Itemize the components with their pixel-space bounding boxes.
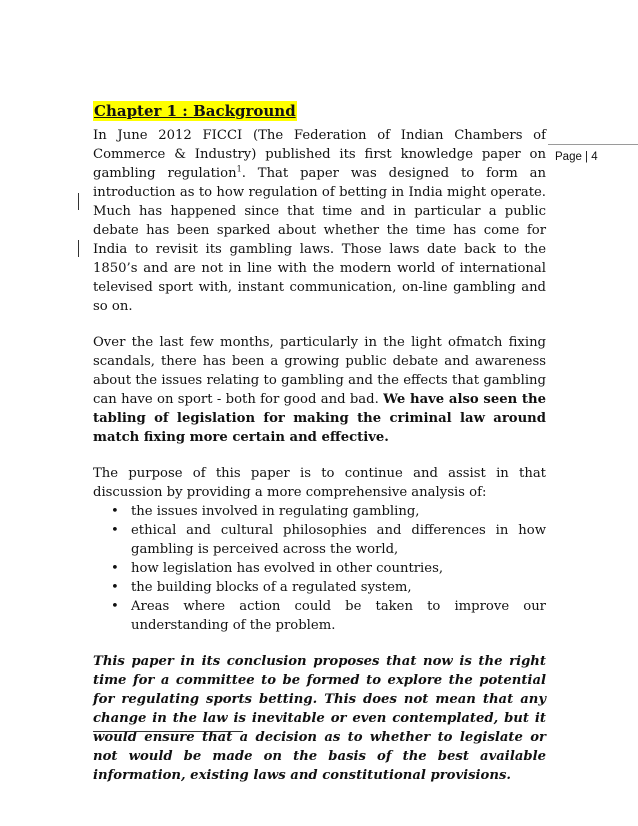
change-bar: [78, 193, 79, 210]
list-item-text: the building blocks of a regulated system,: [131, 580, 412, 595]
paragraph-intro-continued: . That paper was designed to form an introduction as to how regulation of betting in India might operate. Much has happened since that time and in particular a public debate has been sparked about whether the time has come for India to revisit its gambling laws. Those laws date back to the 1850’s and are not in line with the modern world of international televised sport with, instant communication, on-line gambling and so on.: [93, 166, 546, 314]
bullet-list: [93, 502, 546, 635]
paragraph-debate-text: Over the last few months, particularly in the light ofmatch fixing scandals, there has been a growing public debate and awareness about the issues relating to gambling and the effects that gambling can have on sport - both for good and bad.: [93, 335, 546, 407]
body-text: [93, 126, 546, 802]
paragraph-purpose: The purpose of this paper is to continue and assist in that discussion by providing a more comprehensive analysis of:: [93, 466, 546, 500]
bullet-icon: •: [111, 561, 119, 576]
list-item-text: how legislation has evolved in other countries,: [131, 561, 444, 576]
bullet-icon: •: [111, 523, 119, 538]
header-divider: [548, 144, 638, 145]
list-item: [111, 502, 546, 521]
bullet-icon: •: [111, 599, 119, 614]
footnote-reference: 1: [236, 164, 242, 174]
bullet-icon: •: [111, 580, 119, 595]
list-item: [111, 597, 546, 635]
list-item: [111, 521, 546, 559]
list-item-text: ethical and cultural philosophies and differences in how gambling is perceived across the world,: [131, 523, 546, 557]
page-number: Page | 4: [555, 151, 598, 163]
paragraph-intro: [93, 126, 546, 316]
paragraph-conclusion: This paper in its conclusion proposes that now is the right time for a committee to be formed to explore the potential for regulating sports betting. This does not mean that any change in the law is inevitable or even contemplated, but it would ensure that a decision as to whether to legislate or not would be made on the basis of the best available information, existing laws and constitutional provisions.: [93, 654, 546, 783]
list-item-text: the issues involved in regulating gambling,: [131, 504, 420, 519]
paragraph-debate: [93, 333, 546, 447]
paragraph-debate-bold: We have also seen the tabling of legislation for making the criminal law around match fixing more certain and effective.: [93, 392, 546, 445]
chapter-heading: Chapter 1 : Background: [94, 102, 296, 120]
paragraph-intro-text: In June 2012 FICCI (The Federation of Indian Chambers of Commerce & Industry) published its first knowledge paper on gambling regulation: [93, 128, 546, 181]
change-bar: [78, 240, 79, 257]
list-item: [111, 559, 546, 578]
footnote-separator: [93, 731, 243, 732]
list-item-text: Areas where action could be taken to improve our understanding of the problem.: [131, 599, 546, 633]
list-item: [111, 578, 546, 597]
bullet-icon: •: [111, 504, 119, 519]
